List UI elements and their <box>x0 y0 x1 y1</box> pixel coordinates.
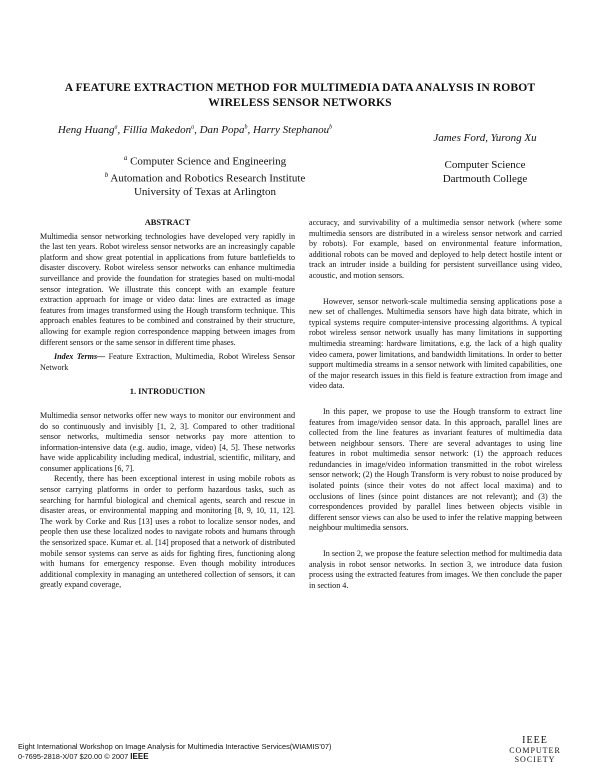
author: Dan Popa <box>199 124 245 136</box>
affil-line: Dartmouth College <box>442 172 528 185</box>
affil-sup: b <box>104 171 109 180</box>
section-heading: 1. INTRODUCTION <box>129 387 206 397</box>
paper-title: A FEATURE EXTRACTION METHOD FOR MULTIMEDIA DATA ANALYSIS IN ROBOT WIRELESS SENSOR NETWORKS <box>64 81 536 109</box>
author: Harry Stephanou <box>253 124 330 136</box>
footer-ieee: IEEE <box>130 751 149 761</box>
computer-society-logo <box>500 736 570 766</box>
paragraph: In this paper, we propose to use the Hough transform to extract line features from image/video sensor data. In this approach, parallel lines are collected from the line features as invariant features of multimedia data between neighbour sensors. There are several advantages to using line features in robot multimedia sensor network: (1) the approach reduces redundancies in image/video information transmitted in the robot wireless sensor network; (2) the Hough Transform is very robust to noise produced by isolated points (since their votes do not affect local maxima) and to occlusions of lines (since point distances are not relevant); and (3) the correspondences provided by parallel lines between objects visible in different sensor views can also be used to infer the relative mapping between neighbour multimedia sensors. <box>309 406 562 533</box>
affiliation-right <box>395 159 575 186</box>
authors-right: James Ford, Yurong Xu <box>433 132 537 144</box>
affil-sup: a <box>123 154 128 162</box>
author: Fillia Makedon <box>122 124 192 136</box>
paragraph: accuracy, and survivability of a multimedia sensor network (where some multimedia sensors are distributed in a wireless sensor network and carried by robots). For example, based on environmental feature information, additional robots can be moved and deployed to help detect hostile intent or track an intruder inside a building for persistent surveillance using video, acoustic, and motion sensors. <box>309 218 562 280</box>
logo-mark: IEEE <box>522 735 548 746</box>
index-terms-text: Feature Extraction, Multimedia, Robot Wireless Sensor Network <box>40 352 296 372</box>
right-column <box>309 218 562 591</box>
left-column <box>40 218 295 591</box>
logo-text: SOCIETY <box>514 755 556 764</box>
author: Heng Huang <box>57 124 115 136</box>
affil-line: University of Texas at Arlington <box>133 186 276 199</box>
footer <box>18 742 331 761</box>
index-terms-label: Index Terms— <box>54 352 106 362</box>
author-sup: a <box>114 124 118 131</box>
abstract-text: Multimedia sensor networking technologies have developed very rapidly in the last ten years. Robot wireless sensor networks are an increasingly capable platform and show great potential in applications from future battlefields to disaster discovery. Robot wireless sensor networks can enhance multimedia surveillance and provide the foundation for strategies based on multi-modal sensor integration. We illustrate this concept with an example feature extraction approach for image or video data: lines are extracted as image features from images transformed using the Hough transform technique. This approach enables features to be combined and constrained by their structure, allowing for example region correspondence mapping between images from different sensors or the same sensor in different time phases. <box>40 231 295 347</box>
affil-line: Computer Science <box>444 159 526 171</box>
index-terms <box>40 352 295 373</box>
author-sup: b <box>329 124 333 131</box>
footer-venue: Eight International Workshop on Image Analysis for Multimedia Interactive Services(WIAMIS'07) <box>18 742 332 751</box>
footer-isbn: 0-7695-2818-X/07 $20.00 © 2007 <box>18 751 129 761</box>
paragraph: However, sensor network-scale multimedia sensing applications pose a new set of challenges. Multimedia sensors have high data bitrate, which in typical systems require computer-intensive processing algorithms. A typical robot wireless sensor network usually has many limitations in supporting multimedia streaming: hardware limitations, e.g. the lack of a high quality video camera, power limitations, and bandwidth limitations. In order to better support multimedia streams in a sensor network with limited capabilities, one of the major research issues in this field is feature extraction from image and video data. <box>309 296 562 391</box>
abstract-heading: ABSTRACT <box>144 218 191 227</box>
affiliation-left <box>60 152 350 200</box>
paragraph: Recently, there has been exceptional interest in using mobile robots as sensor carrying platforms in order to perform hazardous tasks, such as searching for harmful biological and chemical agents, search and rescue in disaster areas, or environmental mapping and monitoring [8, 9, 10, 11, 12]. The work by Corke and Rus [13] uses a robot to localize sensor nodes, and people then use these localized nodes to navigate robots and humans through the sensorized space. Kumar et. al. [14] proposed that a network of distributed mobile sensor systems can serve as aids for fighting fires, functioning along with humans for emergency response. Even though mobility introduces additional complexity in managing an untethered collection of sensors, it can greatly expand coverage, <box>40 474 295 590</box>
paragraph: Multimedia sensor networks offer new ways to monitor our environment and do so continuously and invisibly [1, 2, 3]. Compared to other traditional sensor networks, multimedia sensor networks pay more attention to information-intensive data (e.g. audio, image, video) [4, 5]. These networks have wide applicability including medical, industrial, scientific, military, and consumer applications [6, 7]. <box>40 410 295 473</box>
paragraph: In section 2, we propose the feature selection method for multimedia data analysis in robot sensor networks. In section 3, we introduce data fusion process using the extracted features from images. We then conclude the paper in section 4. <box>309 549 562 590</box>
logo-text: COMPUTER <box>509 746 561 755</box>
authors-left: Heng Huang$^a$, Fillia Makedon$^a$, Dan Popa$^b$, Harry Stephanou$^b$ <box>57 124 333 136</box>
author-sup: b <box>244 124 248 131</box>
affil-line: Computer Science and Engineering <box>130 155 287 168</box>
affil-line: Automation and Robotics Research Institute <box>110 172 306 185</box>
author-sup: a <box>191 124 195 131</box>
